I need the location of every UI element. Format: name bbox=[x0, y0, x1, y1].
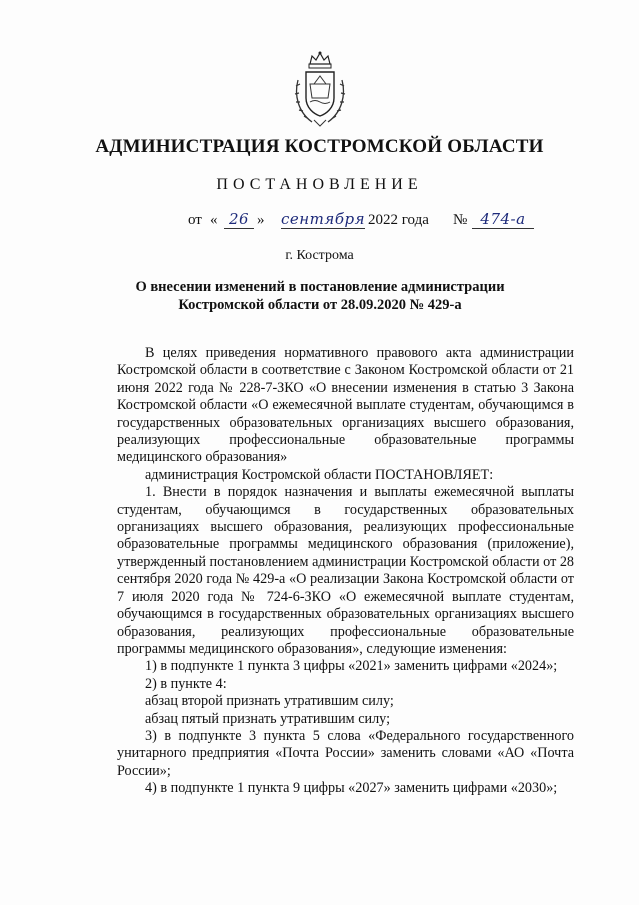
number-sign: № bbox=[453, 212, 468, 228]
subject-line-2: Костромской области от 28.09.2020 № 429-а bbox=[178, 297, 462, 313]
date-year: 2022 года bbox=[368, 212, 429, 228]
document-body bbox=[117, 345, 574, 798]
intro-paragraph: В целях приведения нормативного правового акта администрации Костромской области в соответствие с Законом Костромской области от 21 июня 2022 года № 228-7-ЗКО «О внесении изменения в статью 3 Закона Костромской области «О ежемесячной выплате студентам, обучающимся в государственных образовательных организациях высшего образования, реализующих профессиональные образовательные программы медицинского образования» bbox=[117, 345, 574, 466]
date-open-quote: « bbox=[210, 212, 218, 228]
doc-number: 474-а bbox=[472, 210, 534, 229]
subitem-4: 4) в подпункте 1 пункта 9 цифры «2027» заменить цифрами «2030»; bbox=[145, 780, 558, 797]
subitem-1: 1) в подпункте 1 пункта 3 цифры «2021» заменить цифрами «2024»; bbox=[145, 658, 558, 675]
document-subject bbox=[100, 278, 540, 314]
kostroma-coat-of-arms-icon bbox=[290, 50, 350, 130]
date-close-quote: » bbox=[257, 212, 265, 228]
city: г. Кострома bbox=[285, 248, 354, 263]
date-line bbox=[0, 212, 639, 236]
subject-line-1: О внесении изменений в постановление администрации bbox=[135, 279, 505, 295]
subitem-2-line-a: абзац второй признать утратившим силу; bbox=[145, 693, 394, 710]
document-type: ПОСТАНОВЛЕНИЕ bbox=[216, 176, 423, 193]
subitem-2: 2) в пункте 4: bbox=[145, 675, 227, 692]
date-from-label: от bbox=[188, 212, 202, 228]
item-1-paragraph: 1. Внести в порядок назначения и выплаты ежемесячной выплаты студентам, обучающимся в государственных образовательных организациях высшего образования, реализующих профессиональные образовательные программы медицинского образования (приложение), утвержденный постановлением администрации Костромской области от 28 сентября 2020 года № 429-а «О реализации Закона Костромской области от 7 июля 2020 года № 724-6-ЗКО «О ежемесячной выплате студентам, обучающимся в государственных образовательных организациях высшего образования, реализующих профессиональные образовательные программы медицинского образования», следующие изменения: bbox=[117, 484, 575, 657]
subitem-2-line-b: абзац пятый признать утратившим силу; bbox=[145, 710, 391, 727]
subitem-3: 3) в подпункте 3 пункта 5 слова «Федерального государственного унитарного предприятия «Почта России» заменить словами «АО «Почта России»; bbox=[117, 727, 574, 779]
date-month: сентября bbox=[281, 210, 366, 228]
decree-paragraph: администрация Костромской области ПОСТАНОВЛЯЕТ: bbox=[145, 466, 494, 483]
org-title: АДМИНИСТРАЦИЯ КОСТРОМСКОЙ ОБЛАСТИ bbox=[95, 136, 544, 157]
date-day: 26 bbox=[224, 210, 254, 229]
